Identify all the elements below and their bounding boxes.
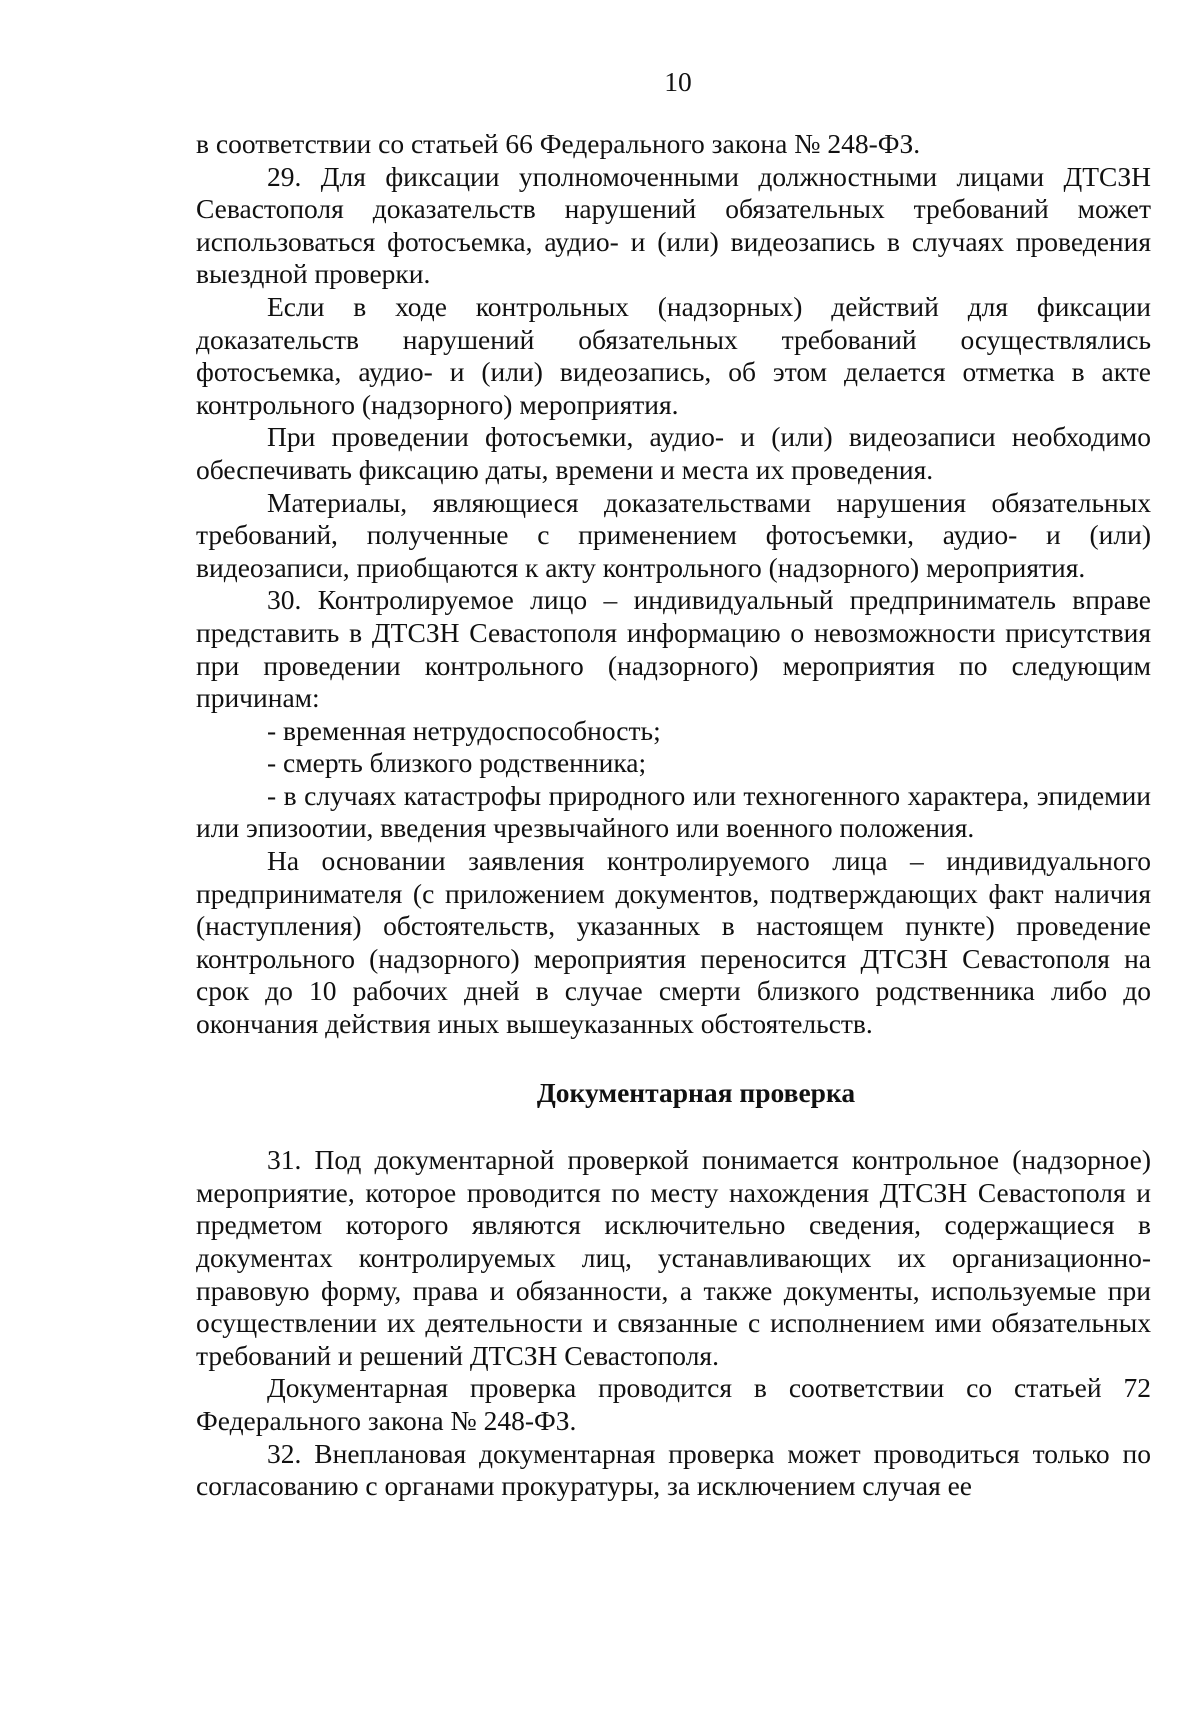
paragraph-postponement: На основании заявления контролируемого лица – индивидуального предпринимателя (с приложением документов, подтверждающих факт наличия (наступления) обстоятельств, указанных в настоящем пункте) проведение контрольного (надзорного) мероприятия переносится ДТСЗН Севастополя на срок до 10 рабочих дней в случае смерти близкого родственника либо до окончания действия иных вышеуказанных обстоятельств. xyxy=(196,845,1151,1040)
paragraph-item-32: 32. Внеплановая документарная проверка может проводиться только по согласованию с органами прокуратуры, за исключением случая ее xyxy=(196,1437,1151,1502)
document-body xyxy=(196,128,1151,1503)
list-item-death: - смерть близкого родственника; xyxy=(267,747,647,779)
paragraph-item-30: 30. Контролируемое лицо – индивидуальный предприниматель вправе представить в ДТСЗН Севастополя информацию о невозможности присутствия при проведении контрольного (надзорного) мероприятия по следующим причинам: xyxy=(196,584,1151,714)
page-number: 10 xyxy=(664,66,692,97)
paragraph-item-29: 29. Для фиксации уполномоченными должностными лицами ДТСЗН Севастополя доказательств нарушений обязательных требований может использоваться фотосъемка, аудио- и (или) видеозапись в случаях проведения выездной проверки. xyxy=(196,160,1151,290)
paragraph-article-72: Документарная проверка проводится в соответствии со статьей 72 Федерального закона № 248-ФЗ. xyxy=(196,1372,1151,1436)
list-item-disability: - временная нетрудоспособность; xyxy=(267,714,661,746)
paragraph-photo-fixation: При проведении фотосъемки, аудио- и (или) видеозаписи необходимо обеспечивать фиксацию даты, времени и места их проведения. xyxy=(196,421,1151,485)
paragraph-photo-mark: Если в ходе контрольных (надзорных) действий для фиксации доказательств нарушений обязательных требований осуществлялись фотосъемка, аудио- и (или) видеозапись, об этом делается отметка в акте контрольного (надзорного) мероприятия. xyxy=(196,290,1151,420)
paragraph-materials: Материалы, являющиеся доказательствами нарушения обязательных требований, полученные с применением фотосъемки, аудио- и (или) видеозаписи, приобщаются к акту контрольного (надзорного) мероприятия. xyxy=(196,486,1151,583)
section-heading: Документарная проверка xyxy=(536,1076,856,1108)
list-item-catastrophe: - в случаях катастрофы природного или техногенного характера, эпидемии или эпизоотии, введения чрезвычайного или военного положения. xyxy=(196,779,1151,844)
paragraph-continuation: в соответствии со статьей 66 Федерального закона № 248-ФЗ. xyxy=(196,128,921,159)
paragraph-item-31: 31. Под документарной проверкой понимается контрольное (надзорное) мероприятие, которое проводится по месту нахождения ДТСЗН Севастополя и предметом которого являются исключительно сведения, содержащиеся в документах контролируемых лиц, устанавливающих их организационно-правовую форму, права и обязанности, а также документы, используемые при осуществлении их деятельности и связанные с исполнением ими обязательных требований и решений ДТСЗН Севастополя. xyxy=(196,1144,1151,1371)
